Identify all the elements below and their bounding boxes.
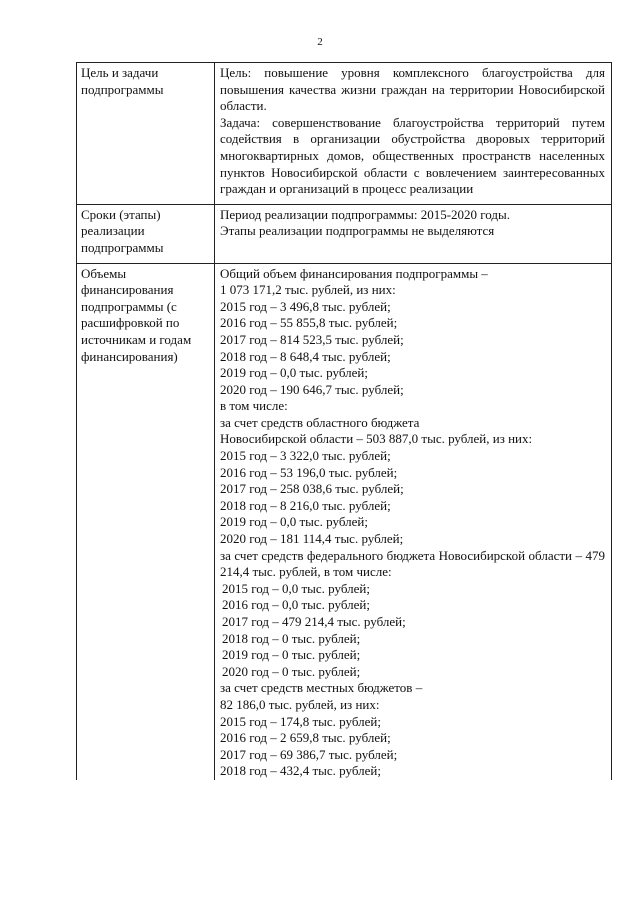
page-number: 2 xyxy=(317,36,323,48)
regional-year-line: 2015 год – 3 322,0 тыс. рублей; xyxy=(220,448,391,464)
including-label: в том числе: xyxy=(220,398,288,414)
federal-year-line: 2019 год – 0 тыс. рублей; xyxy=(222,647,361,663)
row-content-terms xyxy=(215,204,612,263)
regional-years-list xyxy=(220,448,605,548)
row-content-goals xyxy=(215,63,612,205)
federal-year-line: 2017 год – 479 214,4 тыс. рублей; xyxy=(222,614,406,629)
total-year-line: 2020 год – 190 646,7 тыс. рублей; xyxy=(220,381,404,397)
table-row-goals xyxy=(77,63,612,205)
federal-year-line: 2020 год – 0 тыс. рублей; xyxy=(222,663,361,679)
federal-years-list xyxy=(220,581,605,681)
total-year-line: 2017 год – 814 523,5 тыс. рублей; xyxy=(220,331,404,347)
local-amount: 82 186,0 тыс. рублей, из них: xyxy=(220,696,380,712)
table-row-financing xyxy=(77,263,612,780)
row-label-goals: Цель и задачи подпрограммы xyxy=(77,63,215,205)
regional-amount: Новосибирской области – 503 887,0 тыс. рублей, из них: xyxy=(220,431,533,447)
task-text: Задача: совершенствование благоустройства территорий путем содействия в организации обустройства дворовых территорий многоквартирных домов, общественных пространств населенных пунктов Новосибирской области с вовлечением заинтересованных граждан и организаций в процесс реализации xyxy=(220,114,605,197)
stages-text: Этапы реализации подпрограммы не выделяются xyxy=(220,223,495,239)
local-year-line: 2015 год – 174,8 тыс. рублей; xyxy=(220,713,381,729)
total-amount: 1 073 171,2 тыс. рублей, из них: xyxy=(220,282,396,298)
local-year-line: 2017 год – 69 386,7 тыс. рублей; xyxy=(220,746,398,762)
period-text: Период реализации подпрограммы: 2015-2020 годы. xyxy=(220,206,511,222)
regional-year-line: 2017 год – 258 038,6 тыс. рублей; xyxy=(220,481,404,497)
row-content-financing xyxy=(215,263,612,780)
federal-year-line: 2016 год – 0,0 тыс. рублей; xyxy=(222,597,370,613)
regional-intro: за счет средств областного бюджета xyxy=(220,414,420,430)
total-year-line: 2019 год – 0,0 тыс. рублей; xyxy=(220,365,368,381)
table-row-terms xyxy=(77,204,612,263)
federal-text: за счет средств федерального бюджета Новосибирской области – 479 214,4 тыс. рублей, в том числе: xyxy=(220,547,605,580)
total-year-line: 2016 год – 55 855,8 тыс. рублей; xyxy=(220,315,398,331)
total-year-line: 2015 год – 3 496,8 тыс. рублей; xyxy=(220,298,391,314)
subprogram-passport-table xyxy=(76,62,612,780)
local-year-line: 2018 год – 432,4 тыс. рублей; xyxy=(220,763,381,779)
total-intro: Общий объем финансирования подпрограммы – xyxy=(220,265,488,281)
local-year-line: 2016 год – 2 659,8 тыс. рублей; xyxy=(220,730,391,746)
local-intro: за счет средств местных бюджетов – xyxy=(220,680,423,696)
regional-year-line: 2016 год – 53 196,0 тыс. рублей; xyxy=(220,464,398,480)
regional-year-line: 2019 год – 0,0 тыс. рублей; xyxy=(220,514,368,530)
federal-year-line: 2015 год – 0,0 тыс. рублей; xyxy=(222,580,370,596)
local-years-list xyxy=(220,714,605,780)
row-label-terms: Сроки (этапы) реализации подпрограммы xyxy=(77,204,215,263)
row-label-financing: Объемы финансирования подпрограммы (с расшифровкой по источникам и годам финансирования) xyxy=(77,263,215,780)
regional-year-line: 2020 год – 181 114,4 тыс. рублей; xyxy=(220,531,404,547)
federal-year-line: 2018 год – 0 тыс. рублей; xyxy=(222,630,361,646)
total-years-list xyxy=(220,299,605,399)
regional-year-line: 2018 год – 8 216,0 тыс. рублей; xyxy=(220,497,391,513)
total-year-line: 2018 год – 8 648,4 тыс. рублей; xyxy=(220,348,391,364)
goal-text: Цель: повышение уровня комплексного благоустройства для повышения качества жизни граждан на территории Новосибирской области. xyxy=(220,65,605,114)
